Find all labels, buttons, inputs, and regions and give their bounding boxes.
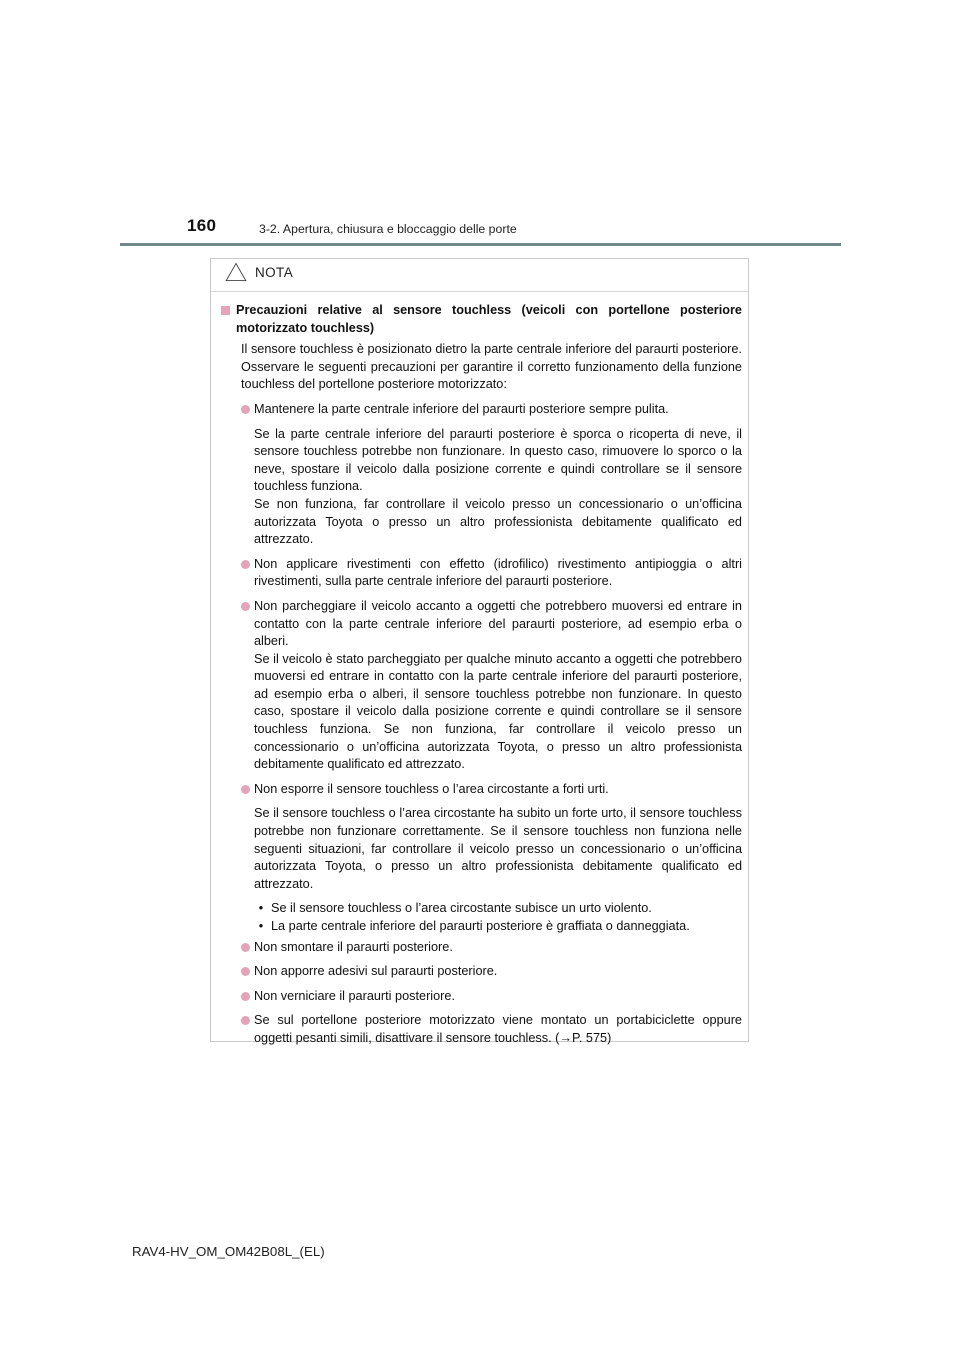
sub-list-item [254, 918, 742, 936]
circle-bullet-icon [241, 967, 250, 976]
sub-list-text: Se il sensore touchless o l’area circostante subisce un urto violento. [271, 901, 652, 916]
note-content [221, 298, 742, 1048]
bullet-detail: Se la parte centrale inferiore del paraurti posteriore è sporca o ricoperta di neve, il sensore touchless potrebbe non funzionare. In questo caso, rimuovere lo sporco o la neve, spostare il veicolo dalla posizione corrente e quindi controllare se il sensore touchless funziona. [254, 426, 742, 494]
intro-paragraph: Il sensore touchless è posizionato dietro la parte centrale inferiore del paraurti posteriore. Osservare le seguenti precauzioni per garantire il corretto funzionamento della funzione touchless del portellone posteriore motorizzato: [241, 342, 742, 392]
note-label: NOTA [255, 264, 294, 280]
sub-list-text: La parte centrale inferiore del paraurti posteriore è graffiata o danneggiata. [271, 919, 690, 933]
note-header [225, 259, 293, 285]
bullet-text: Non verniciare il paraurti posteriore. [254, 988, 455, 1003]
bullet-text: Non esporre il sensore touchless o l’area circostante a forti urti. [254, 781, 609, 796]
circle-bullet-icon [241, 602, 250, 611]
section-title: 3-2. Apertura, chiusura e bloccaggio delle porte [259, 222, 517, 236]
header-rule [120, 243, 841, 246]
circle-bullet-icon [241, 560, 250, 569]
square-bullet-icon [221, 306, 230, 315]
bullet-item [221, 781, 742, 799]
page-number: 160 [187, 216, 217, 235]
circle-bullet-icon [241, 405, 250, 414]
note-divider [211, 291, 748, 292]
circle-bullet-icon [241, 785, 250, 794]
warning-triangle-icon [225, 262, 247, 282]
circle-bullet-icon [241, 1016, 250, 1025]
circle-bullet-icon [241, 943, 250, 952]
sub-list-marker: • [258, 901, 264, 916]
circle-bullet-icon [241, 992, 250, 1001]
bullet-item [221, 939, 742, 957]
bullet-item [221, 401, 742, 419]
bullet-detail: Se il sensore touchless o l’area circostante ha subito un forte urto, il sensore touchless potrebbe non funzionare correttamente. Se il sensore touchless non funziona nelle seguenti situazioni, far controllare il veicolo presso un concessionario o un’officina autorizzata Toyota, o presso un altro professionista debitamente qualificato ed attrezzato. [254, 806, 742, 891]
bullet-item [221, 988, 742, 1006]
note-heading [221, 302, 742, 337]
bullet-detail: Se il veicolo è stato parcheggiato per qualche minuto accanto a oggetti che potrebbero muoversi ed entrare in contatto con la parte centrale inferiore del paraurti posteriore, ad esempio erba o alberi, il sensore touchless potrebbe non funzionare. In questo caso, spostare il veicolo dalla posizione corrente e quindi controllare se il sensore touchless funziona. Se non funziona, far controllare il veicolo presso un concessionario o un’officina autorizzata Toyota, o presso un altro professionista debitamente qualificato ed attrezzato. [254, 651, 742, 772]
bullet-item [221, 1012, 742, 1047]
note-heading-text: Precauzioni relative al sensore touchless (veicoli con portellone posteriore motorizzato touchless) [236, 303, 742, 335]
bullet-text: Non apporre adesivi sul paraurti posteriore. [254, 964, 498, 979]
bullet-detail: Se non funziona, far controllare il veicolo presso un concessionario o un’officina autorizzata Toyota o presso un altro professionista debitamente qualificato ed attrezzato. [254, 496, 742, 547]
bullet-item [221, 963, 742, 981]
bullet-text: Se sul portellone posteriore motorizzato viene montato un portabiciclette oppure oggetti pesanti simili, disattivare il sensore touchless. (→P. 575) [254, 1013, 742, 1045]
sub-list-item [254, 900, 742, 918]
document-code: RAV4-HV_OM_OM42B08L_(EL) [132, 1244, 325, 1259]
bullet-text: Non parcheggiare il veicolo accanto a oggetti che potrebbero muoversi ed entrare in contatto con la parte centrale inferiore del paraurti posteriore, ad esempio erba o alberi. [254, 598, 742, 649]
sub-list-marker: • [258, 919, 264, 933]
bullet-text: Non applicare rivestimenti con effetto (idrofilico) rivestimento antipioggia o altri rivestimenti, sulla parte centrale inferiore del paraurti posteriore. [254, 556, 742, 589]
bullet-item [221, 556, 742, 591]
bullet-text: Mantenere la parte centrale inferiore del paraurti posteriore sempre pulita. [254, 401, 669, 416]
note-box [210, 258, 749, 1045]
bullet-item [221, 598, 742, 651]
bullet-text: Non smontare il paraurti posteriore. [254, 939, 453, 954]
